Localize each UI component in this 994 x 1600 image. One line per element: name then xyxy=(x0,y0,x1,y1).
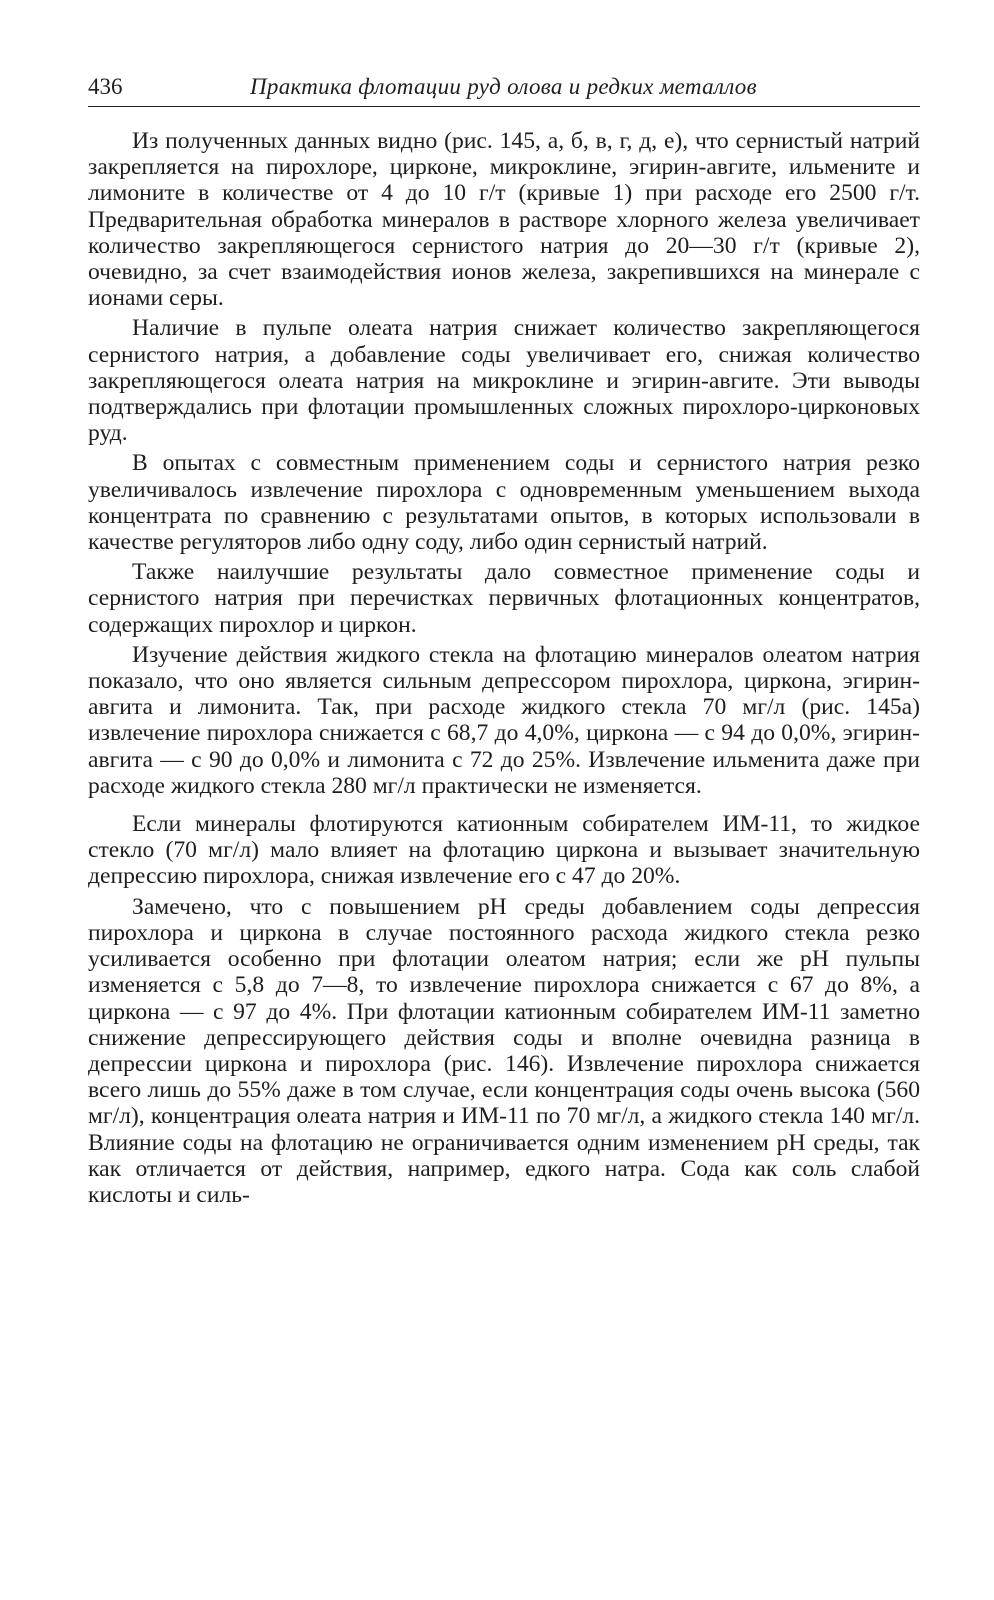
paragraph: Наличие в пульпе олеата натрия снижает количество закрепляющегося сернистого натрия, а добавление соды увеличивает его, снижая количество закрепляющегося олеата натрия на микроклине и эгирин-авгите. Эти выводы подтверждались при флотации промышленных сложных пирохлоро-цирконовых руд. xyxy=(88,315,920,447)
body-text xyxy=(88,128,920,1208)
paragraph: Из полученных данных видно (рис. 145, а, б, в, г, д, е), что сернистый натрий закрепляется на пирохлоре, цирконе, микроклине, эгирин-авгите, ильмените и лимоните в количестве от 4 до 10 г/т (кривые 1) при расходе его 2500 г/т. Предварительная обработка минералов в растворе хлорного железа увеличивает количество закрепляющегося сернистого натрия до 20—30 г/т (кривые 2), очевидно, за счет взаимодействия ионов железа, закрепившихся на минерале с ионами серы. xyxy=(88,128,920,312)
running-title: Практика флотации руд олова и редких металлов xyxy=(250,74,757,99)
paragraph: Если минералы флотируются катионным собирателем ИМ-11, то жидкое стекло (70 мг/л) мало влияет на флотацию циркона и вызывает значительную депрессию пирохлора, снижая извлечение его с 47 до 20%. xyxy=(88,811,920,890)
paragraph: Изучение действия жидкого стекла на флотацию минералов олеатом натрия показало, что оно является сильным депрессором пирохлора, циркона, эгирин-авгита и лимонита. Так, при расходе жидкого стекла 70 мг/л (рис. 145а) извлечение пирохлора снижается с 68,7 до 4,0%, циркона — с 94 до 0,0%, эгирин-авгита — с 90 до 0,0% и лимонита с 72 до 25%. Извлечение ильменита даже при расходе жидкого стекла 280 мг/л практически не изменяется. xyxy=(88,641,920,799)
paragraph: Замечено, что с повышением pH среды добавлением соды депрессия пирохлора и циркона в случае постоянного расхода жидкого стекла резко усиливается особенно при флотации олеатом натрия; если же pH пульпы изменяется с 5,8 до 7—8, то извлечение пирохлора снижается с 67 до 8%, а циркона — с 97 до 4%. При флотации катионным собирателем ИМ-11 заметно снижение депрессирующего действия соды и вполне очевидна разница в депрессии циркона и пирохлора (рис. 146). Извлечение пирохлора снижается всего лишь до 55% даже в том случае, если концентрация соды очень высока (560 мг/л), концентрация олеата натрия и ИМ-11 по 70 мг/л, а жидкого стекла 140 мг/л. Влияние соды на флотацию не ограничивается одним изменением pH среды, так как отличается от действия, например, едкого натра. Сода как соль слабой кислоты и силь- xyxy=(88,893,920,1208)
page-header xyxy=(88,72,920,107)
page-number: 436 xyxy=(88,74,123,99)
paragraph: Также наилучшие результаты дало совместное применение соды и сернистого натрия при перечистках первичных флотационных концентратов, содержащих пирохлор и циркон. xyxy=(88,559,920,638)
paragraph: В опытах с совместным применением соды и сернистого натрия резко увеличивалось извлечение пирохлора с одновременным уменьшением выхода концентрата по сравнению с результатами опытов, в которых использовали в качестве регуляторов либо одну соду, либо один сернистый натрий. xyxy=(88,450,920,556)
